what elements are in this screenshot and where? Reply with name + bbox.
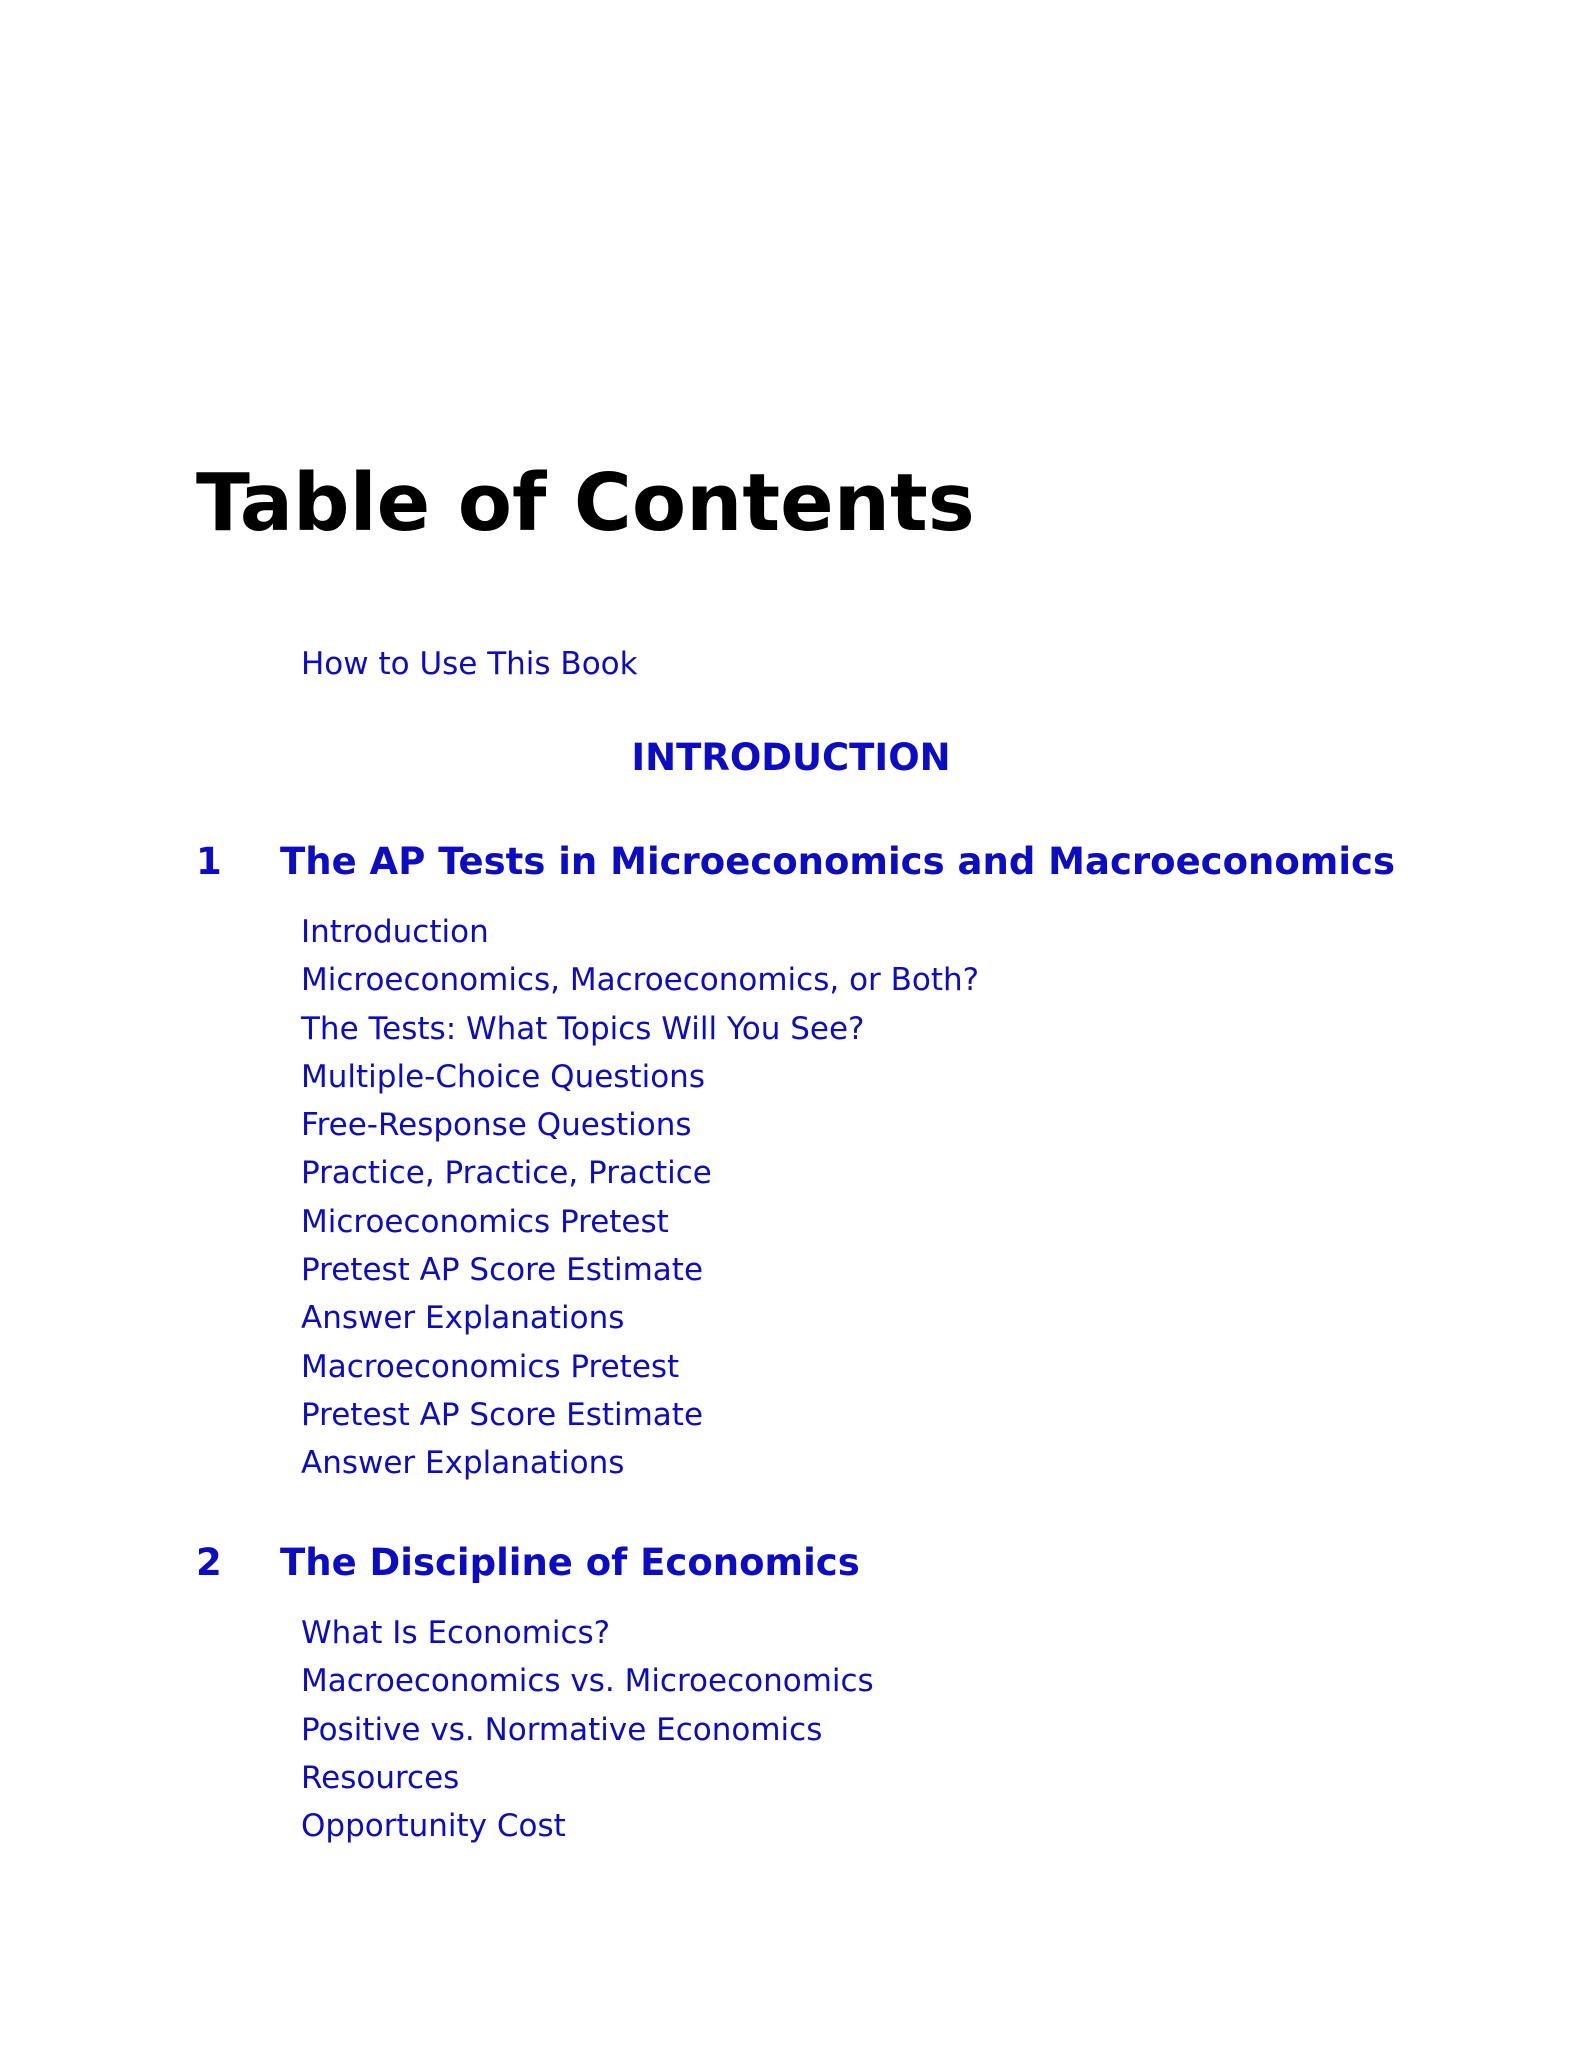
toc-link[interactable]: Macroeconomics vs. Microeconomics [301,1663,874,1700]
chapter-1-list [301,908,979,1488]
toc-link[interactable]: Practice, Practice, Practice [301,1155,712,1192]
toc-link[interactable]: Answer Explanations [301,1445,625,1482]
toc-link[interactable]: Pretest AP Score Estimate [301,1252,704,1289]
chapter-2-heading[interactable] [196,1539,860,1587]
page-title: Table of Contents [196,457,975,549]
toc-link[interactable]: Answer Explanations [301,1300,625,1337]
toc-link[interactable]: Resources [301,1759,460,1796]
chapter-number: 2 [196,1541,222,1584]
toc-link[interactable]: Pretest AP Score Estimate [301,1396,704,1433]
toc-link[interactable]: What Is Economics? [301,1615,611,1651]
toc-link[interactable]: Opportunity Cost [301,1808,566,1845]
chapter-2-list [301,1609,874,1850]
chapter-title: The AP Tests in Microeconomics and Macroeconomics [280,840,1395,883]
toc-link-how-to-use[interactable]: How to Use This Book [301,646,638,682]
toc-link[interactable]: Macroeconomics Pretest [301,1348,680,1385]
toc-link[interactable]: Positive vs. Normative Economics [301,1711,823,1748]
toc-link[interactable]: Introduction [301,914,489,950]
chapter-1-heading[interactable] [196,838,1395,886]
toc-link[interactable]: Microeconomics, Macroeconomics, or Both? [301,962,980,999]
toc-link[interactable]: Free-Response Questions [301,1107,692,1144]
chapter-title: The Discipline of Economics [280,1541,860,1584]
toc-link[interactable]: Multiple-Choice Questions [301,1058,705,1095]
section-heading-introduction[interactable]: INTRODUCTION [631,736,951,779]
chapter-number: 1 [196,840,222,883]
toc-link[interactable]: Microeconomics Pretest [301,1203,669,1240]
toc-link[interactable]: The Tests: What Topics Will You See? [301,1010,865,1047]
